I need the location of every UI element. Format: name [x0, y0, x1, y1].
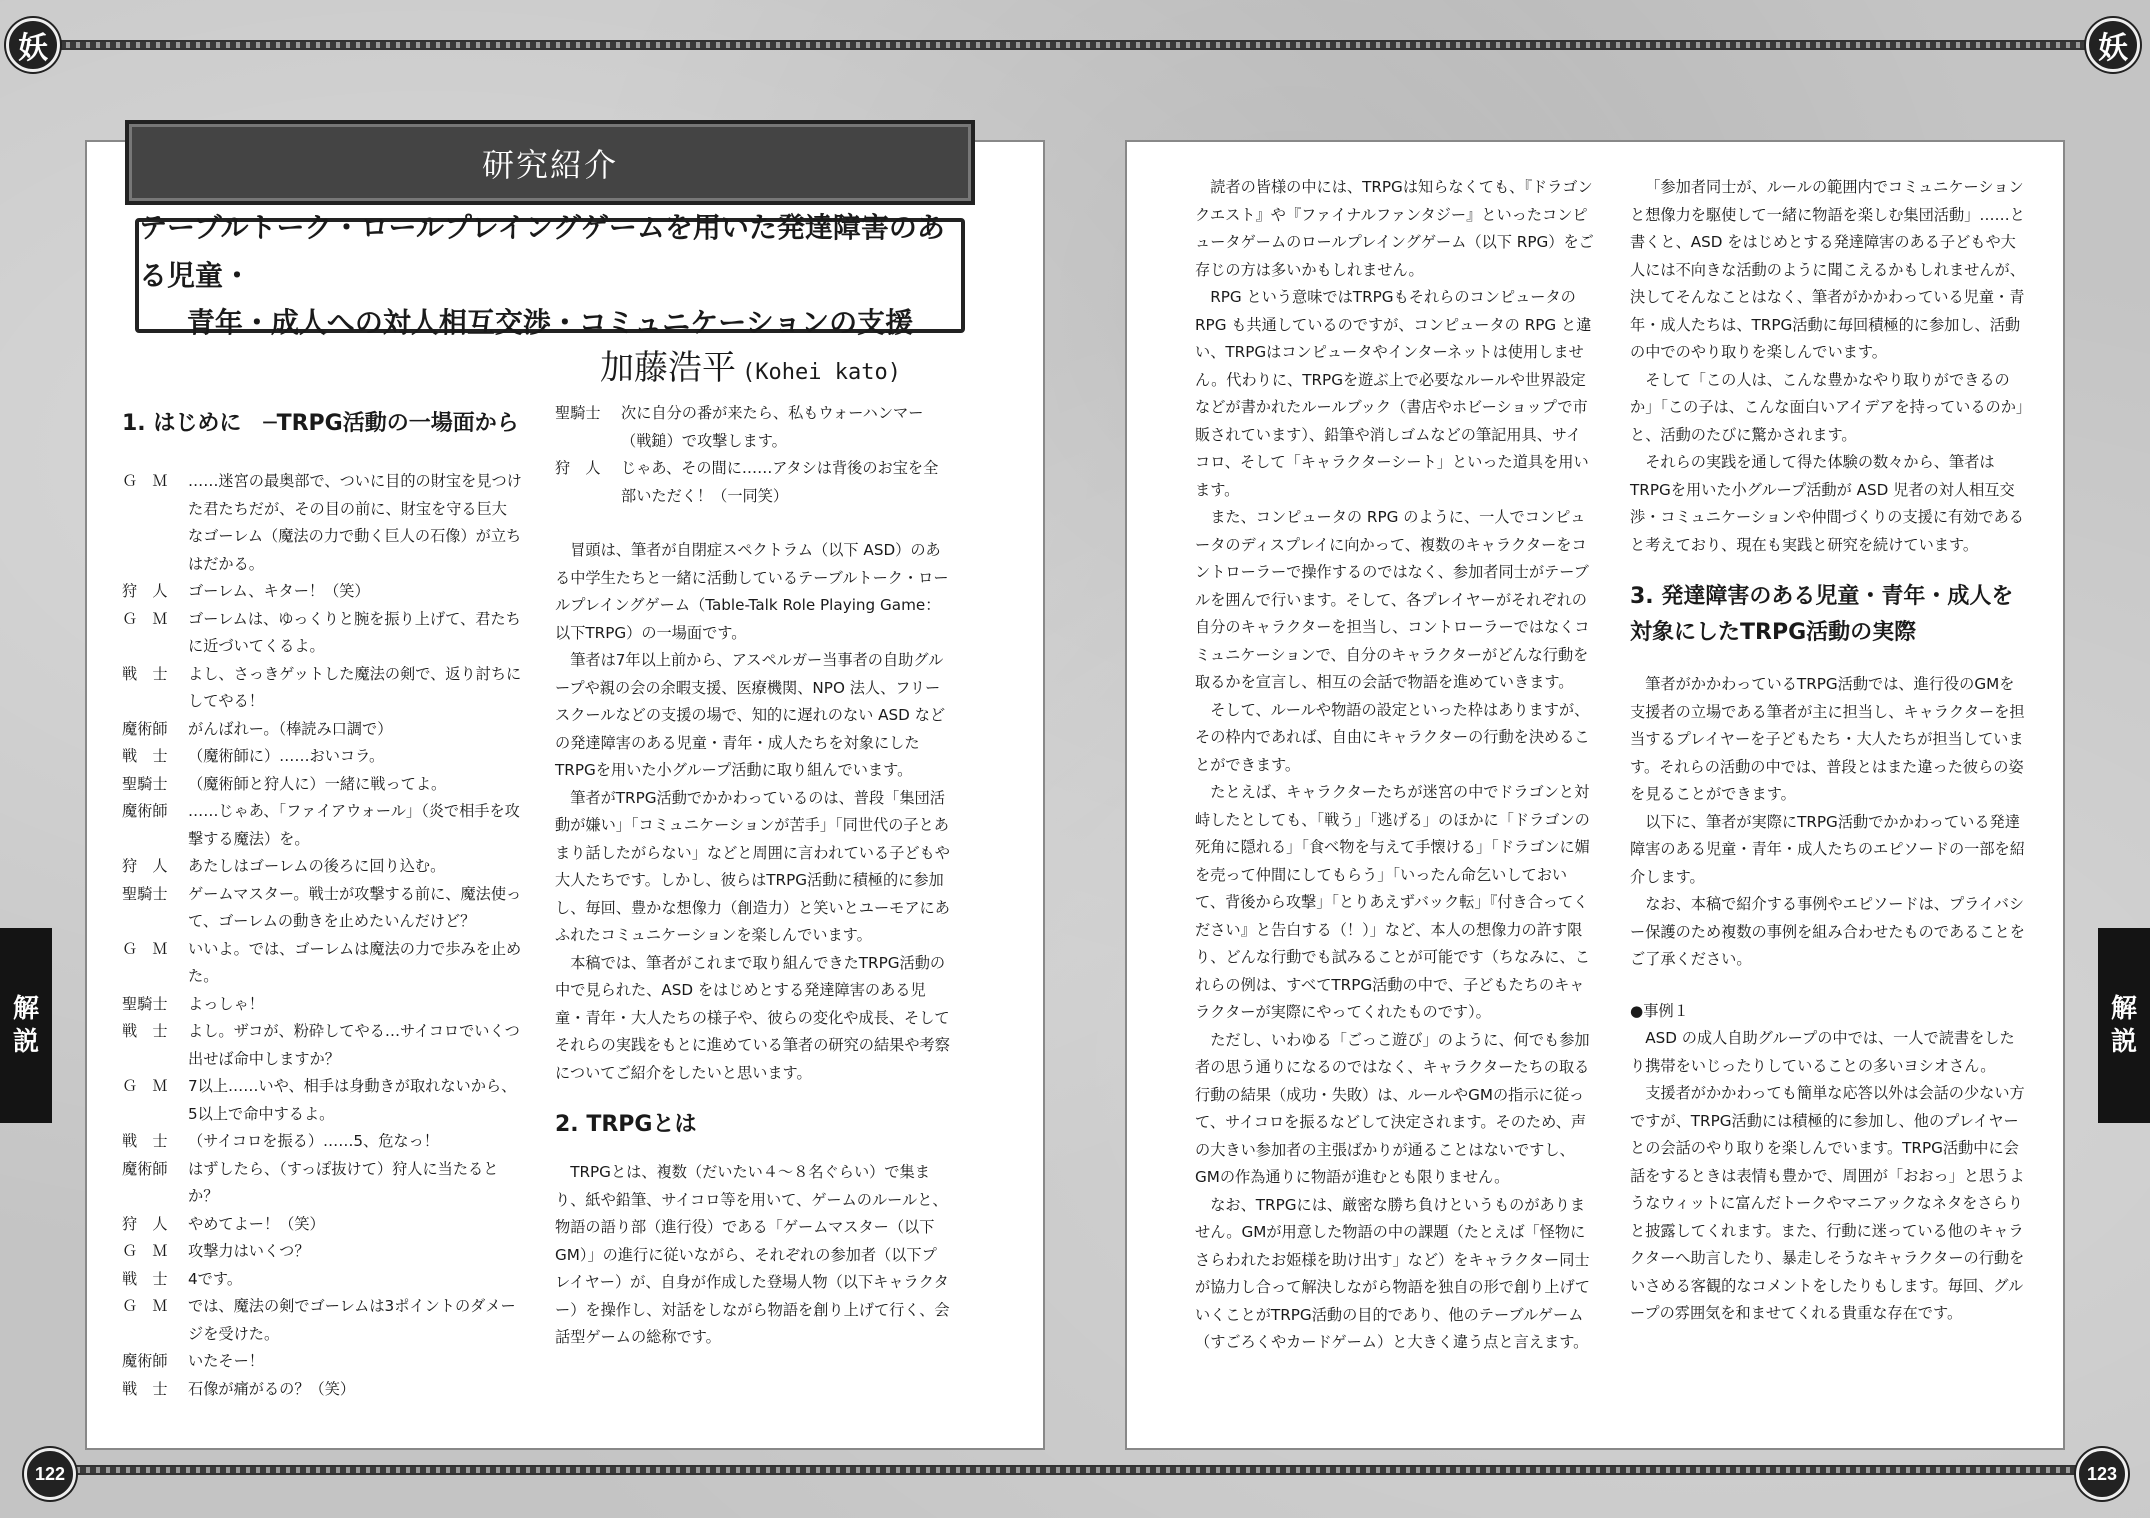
- section-banner: [125, 120, 975, 205]
- paragraph: 読者の皆様の中には、TRPGは知らなくても、『ドラゴンクエスト』や『ファイナルファンタジー』といったコンピュータゲームのロールプレイングゲーム（以下 RPG）をご存じの方は多いかもしれません。: [1195, 178, 1594, 279]
- body-text: [1630, 174, 2025, 559]
- dialogue-line: [122, 771, 522, 799]
- paragraph: 以下に、筆者が実際にTRPG活動でかかわっている発達障害のある児童・青年・成人たちのエピソードの一部を紹介します。: [1630, 812, 2025, 886]
- speaker-label: 戦 士: [122, 1022, 168, 1040]
- speaker-label: 戦 士: [122, 1132, 168, 1150]
- dialogue-text: 攻撃力はいくつ？: [188, 1242, 310, 1260]
- case-heading: ●事例１: [1630, 1001, 1689, 1020]
- corner-emblem-right: 妖: [2086, 18, 2140, 72]
- article-title-box: [135, 211, 965, 340]
- speaker-label: 戦 士: [122, 747, 168, 765]
- paragraph: 筆者は7年以上前から、アスペルガー当事者の自助グループや親の会の余暇支援、医療機関、NPO 法人、フリースクールなどの支援の場で、知的に遅れのない ASD などの発達障害のある児童・青年・成人たちを対象にしたTRPGを用いた小グループ活動に取り組んでいます。: [555, 651, 946, 779]
- speaker-label: 戦 士: [122, 664, 168, 683]
- dialogue-line: [122, 716, 522, 744]
- paragraph: TRPGとは、複数（だいたい４～８名ぐらい）で集まり、紙や鉛筆、サイコロ等を用いて、ゲームのルールと、物語の語り部（進行役）である「ゲームマスター（以下GM）」の進行に従いながら、それぞれの参加者（以下プレイヤー）が、自身が作成した登場人物（以下キャラクター）を操作し、対話をしながら物語を創り上げて行く、会話型ゲームの総称です。: [555, 1163, 950, 1346]
- section-heading: 1. はじめに ─TRPG活動の一場面から: [122, 411, 519, 436]
- author-name: 加藤浩平: [600, 348, 736, 388]
- speaker-label: Ｇ Ｍ: [122, 1297, 168, 1315]
- dialogue-line: [122, 991, 522, 1019]
- speaker-label: 狩 人: [122, 582, 168, 600]
- body-text: [1630, 1025, 2025, 1328]
- speaker-label: Ｇ Ｍ: [122, 939, 168, 958]
- speaker-label: 聖騎士: [122, 884, 168, 903]
- paragraph: それらの実践を通して得た体験の数々から、筆者はTRPGを用いた小グループ活動が ASD 児者の対人相互交渉・コミュニケーションや仲間づくりの支援に有効であると考えており、現在も実践と研究を続けています。: [1630, 453, 2024, 554]
- dialogue-text: はずしたら、（すっぽ抜けて）狩人に当たるとか？: [188, 1159, 499, 1205]
- article-title-line: 青年・成人への対人相互交渉・コミュニケーションの支援: [186, 306, 914, 340]
- paragraph: 筆者がかかわっているTRPG活動では、進行役のGMを支援者の立場である筆者が主に担当し、キャラクターを担当するプレイヤーを子どもたち・大人たちが担当しています。それらの活動の中では、普段とはまた違った彼らの姿を見ることができます。: [1630, 675, 2025, 803]
- corner-emblem-left: 妖: [6, 18, 60, 72]
- speaker-label: 魔術師: [122, 719, 168, 738]
- dialogue-text: やめてよー！（笑）: [188, 1214, 325, 1233]
- speaker-label: Ｇ Ｍ: [122, 1242, 168, 1260]
- author-roman: (Kohei kato): [742, 360, 901, 385]
- dialogue-line: [122, 1238, 522, 1266]
- dialogue-line: [122, 606, 522, 661]
- dialogue-text: ……迷宮の最奥部で、ついに目的の財宝を見つけた君たちだが、その目の前に、財宝を守る巨大なゴーレム（魔法の力で動く巨人の石像）が立ちはだかる。: [188, 472, 522, 573]
- paragraph: また、コンピュータの RPG のように、一人でコンピュータのディスプレイに向かって、複数のキャラクターをコントローラーで操作するのではなく、参加者同士がテーブルを囲んで行います。そして、各プレイヤーがそれぞれの自分のキャラクターを担当し、コントローラーではなくコミュニケーションで、自分のキャラクターがどんな行動を取るかを宣言し、相互の会話で物語を進めていきます。: [1195, 508, 1590, 691]
- column-2: [555, 400, 950, 1352]
- paragraph: なお、本稿で紹介する事例やエピソードは、プライバシー保護のため複数の事例を組み合わせたものであることをご了承ください。: [1630, 895, 2025, 968]
- body-text: [1630, 671, 2025, 974]
- dialogue-text: よし、さっきゲットした魔法の剣で、返り討ちにしてやる！: [188, 664, 522, 710]
- speaker-label: 戦 士: [122, 1379, 168, 1398]
- dialogue-text: あたしはゴーレムの後ろに回り込む。: [188, 857, 446, 875]
- dialogue-line: [122, 798, 522, 853]
- article-title-line: テーブルトーク・ロールプレイングゲームを用いた発達障害のある児童・: [139, 211, 945, 292]
- dialogue-line: [122, 936, 522, 991]
- page-number-left: 122: [24, 1448, 76, 1500]
- speaker-label: 聖騎士: [122, 774, 168, 793]
- paragraph: たとえば、キャラクターたちが迷宮の中でドラゴンと対峙したとしても、「戦う」「逃げる」のほかに「ドラゴンの死角に隠れる」「食べ物を与えて手懐ける」「ドラゴンに媚を売って仲間にしてもらう」「いったん命乞いしておいて、背後から攻撃」「とりあえずバック転」『付き合ってください』と告白する（！）」など、本人の想像力の許す限り、どんな行動でも試みることが可能です（ちなみに、これらの例は、すべてTRPG活動の中で、子どもたちのキャラクターが実際にやってくれたものです）。: [1195, 783, 1590, 1021]
- speaker-label: 狩 人: [122, 857, 168, 875]
- top-border: [60, 40, 2090, 50]
- paragraph: 本稿では、筆者がこれまで取り組んできたTRPG活動の中で見られた、ASD をはじめとする発達障害のある児童・青年・大人たちの様子や、彼らの変化や成長、そしてそれらの実践をもとに進めている筆者の研究の結果や考察についてご紹介をしたいと思います。: [555, 953, 950, 1082]
- paragraph: 冒頭は、筆者が自閉症スペクトラム（以下 ASD）のある中学生たちと一緒に活動しているテーブルトーク・ロールプレイングゲーム（Table-Talk Role Playing Game：以下TRPG）の一場面です。: [555, 541, 949, 642]
- side-tab-char: 解: [2110, 994, 2137, 1024]
- author-byline: [600, 340, 901, 389]
- dialogue-text: 石像が痛がるの？（笑）: [188, 1379, 356, 1398]
- dialogue-text: では、魔法の剣でゴーレムは3ポイントのダメージを受けた。: [188, 1297, 516, 1343]
- speaker-label: 戦 士: [122, 1269, 168, 1288]
- paragraph: 支援者がかかわっても簡単な応答以外は会話の少ない方ですが、TRPG活動には積極的に参加し、他のプレイヤーとの会話のやり取りを楽しんでいます。TRPG活動中に会話をするときは表情も豊かで、周囲が「おおっ」と思うようなウィットに富んだトークやマニアックなネタをさらりと披露してくれます。また、行動に迷っている他のキャラクターへ助言したり、暴走しそうなキャラクターの行動をいさめる客観的なコメントをしたりもします。毎回、グループの雰囲気を和ませてくれる貴重な存在です。: [1630, 1084, 2025, 1322]
- dialogue-line: [122, 743, 522, 771]
- dialogue-line: [122, 853, 522, 881]
- speaker-label: Ｇ Ｍ: [122, 1077, 168, 1095]
- speaker-label: Ｇ Ｍ: [122, 609, 168, 628]
- dialogue-line: [122, 1211, 522, 1239]
- dialogue-line: [122, 1348, 522, 1376]
- dialogue-text: （魔術師と狩人に）一緒に戦ってよ。: [188, 774, 447, 793]
- dialogue-list: [122, 468, 522, 1403]
- paragraph: RPG という意味ではTRPGもそれらのコンピュータの RPG も共通しているのですが、コンピュータの RPG と違い、TRPGはコンピュータやインターネットは使用しません。代わりに、TRPGを遊ぶ上で必要なルールや世界設定などが書かれたルールブック（書店やホビーショップで市販されています）、鉛筆や消しゴムなどの筆記用具、サイコロ、そして「キャラクターシート」といった道具を用います。: [1195, 288, 1592, 499]
- speaker-label: 魔術師: [122, 1159, 168, 1178]
- speaker-label: 聖騎士: [555, 404, 601, 422]
- dialogue-line: [555, 400, 950, 455]
- column-4: [1630, 174, 2025, 1328]
- bottom-border: [60, 1465, 2090, 1475]
- dialogue-text: 7以上……いや、相手は身動きが取れないから、5以上で命中するよ。: [188, 1077, 517, 1123]
- paragraph: ただし、いわゆる「ごっこ遊び」のように、何でも参加者の思う通りになるのではなく、キャラクターたちの取る行動の結果（成功・失敗）は、ルールやGMの指示に従って、サイコロを振るなどして決定されます。そのため、声の大きい参加者の主張ばかりが通ることはないですし、GMの作為通りに物語が進むとも限りません。: [1195, 1030, 1590, 1186]
- section-heading: 3. 発達障害のある児童・青年・成人を対象にしたTRPG活動の実際: [1630, 584, 2014, 645]
- speaker-label: 聖騎士: [122, 994, 168, 1013]
- dialogue-line: [122, 1018, 522, 1073]
- speaker-label: 狩 人: [555, 459, 601, 477]
- body-text: [555, 537, 950, 1087]
- side-tab-char: 解: [12, 994, 39, 1024]
- speaker-label: 魔術師: [122, 802, 168, 820]
- dialogue-text: （サイコロを振る）……5、危なっ！: [188, 1132, 439, 1150]
- speaker-label: 魔術師: [122, 1352, 168, 1370]
- paragraph: ASD の成人自助グループの中では、一人で読書をしたり携帯をいじったりしていることの多いヨシオさん。: [1630, 1029, 2015, 1075]
- page-number-right: 123: [2076, 1448, 2128, 1500]
- dialogue-line: [555, 455, 950, 510]
- dialogue-line: [122, 661, 522, 716]
- dialogue-line: [122, 1376, 522, 1404]
- dialogue-line: [122, 881, 522, 936]
- paragraph: そして、ルールや物語の設定といった枠はありますが、その枠内であれば、自由にキャラクターの行動を決めることができます。: [1195, 700, 1590, 774]
- paragraph: 「参加者同士が、ルールの範囲内でコミュニケーションと想像力を駆使して一緒に物語を楽しむ集団活動」……と書くと、ASD をはじめとする発達障害のある子どもや大人には不向きな活動のように聞こえるかもしれませんが、決してそんなことはなく、筆者がかかわっている児童・青年・成人たちは、TRPG活動に毎回積極的に参加し、活動の中でのやり取りを楽しんでいます。: [1630, 178, 2025, 361]
- dialogue-text: ゴーレム、キター！（笑）: [188, 582, 370, 600]
- dialogue-text: 次に自分の番が来たら、私もウォーハンマー（戦鎚）で攻撃します。: [621, 404, 924, 450]
- dialogue-line: [122, 468, 522, 578]
- banner-title: 研究紹介: [481, 145, 618, 184]
- side-tab-char: 説: [2110, 1026, 2137, 1057]
- dialogue-text: よし。ザコが、粉砕してやる…サイコロでいくつ出せば命中しますか？: [188, 1022, 520, 1068]
- column-3: [1195, 174, 1595, 1357]
- dialogue-text: 4です。: [188, 1269, 243, 1288]
- side-tab-right: [2098, 928, 2150, 1123]
- dialogue-text: じゃあ、その間に……アタシは背後のお宝を全部いただく！（一同笑）: [621, 459, 939, 505]
- paragraph: 筆者がTRPG活動でかかわっているのは、普段「集団活動が嫌い」「コミュニケーションが苦手」「同世代の子とあまり話したがらない」などと周囲に言われている子どもや大人たちです。しかし、彼らはTRPG活動に積極的に参加し、毎回、豊かな想像力（創造力）と笑いとユーモアにあふれたコミュニケーションを楽しんでいます。: [555, 788, 950, 944]
- dialogue-text: がんばれー。（棒読み口調で）: [188, 719, 393, 738]
- section-heading: 2. TRPGとは: [555, 1112, 697, 1137]
- dialogue-text: （魔術師に）……おいコラ。: [188, 747, 385, 765]
- dialogue-text: ……じゃあ、「ファイアウォール」（炎で相手を攻撃する魔法）を。: [188, 802, 520, 848]
- dialogue-line: [122, 1073, 522, 1128]
- dialogue-text: いいよ。では、ゴーレムは魔法の力で歩みを止めた。: [188, 939, 522, 985]
- side-tab-char: 説: [12, 1026, 39, 1057]
- body-text: [1195, 174, 1595, 1357]
- dialogue-line: [122, 1266, 522, 1294]
- dialogue-text: ゴーレムは、ゆっくりと腕を振り上げて、君たちに近づいてくるよ。: [188, 609, 521, 655]
- column-1: [122, 396, 522, 1403]
- dialogue-text: ゲームマスター。戦士が攻撃する前に、魔法使って、ゴーレムの動きを止めたいんだけど？: [188, 884, 522, 930]
- dialogue-text: よっしゃ！: [188, 994, 264, 1013]
- dialogue-text: いたそー！: [188, 1352, 264, 1370]
- dialogue-line: [122, 1156, 522, 1211]
- paragraph: そして「この人は、こんな豊かなやり取りができるのか」「この子は、こんな面白いアイデアを持っているのか」と、活動のたびに驚かされます。: [1630, 370, 2024, 444]
- dialogue-line: [122, 1128, 522, 1156]
- dialogue-line: [122, 578, 522, 606]
- dialogue-list: [555, 400, 950, 510]
- side-tab-left: [0, 928, 52, 1123]
- speaker-label: Ｇ Ｍ: [122, 472, 168, 490]
- speaker-label: 狩 人: [122, 1214, 168, 1233]
- paragraph: なお、TRPGには、厳密な勝ち負けというものがありません。GMが用意した物語の中の課題（たとえば「怪物にさらわれたお姫様を助け出す」など）をキャラクター同士が協力し合って解決しながら物語を独自の形で創り上げていくことがTRPG活動の目的であり、他のテーブルゲーム（すごろくやカードゲーム）と大きく違う点と言えます。: [1195, 1195, 1590, 1351]
- dialogue-line: [122, 1293, 522, 1348]
